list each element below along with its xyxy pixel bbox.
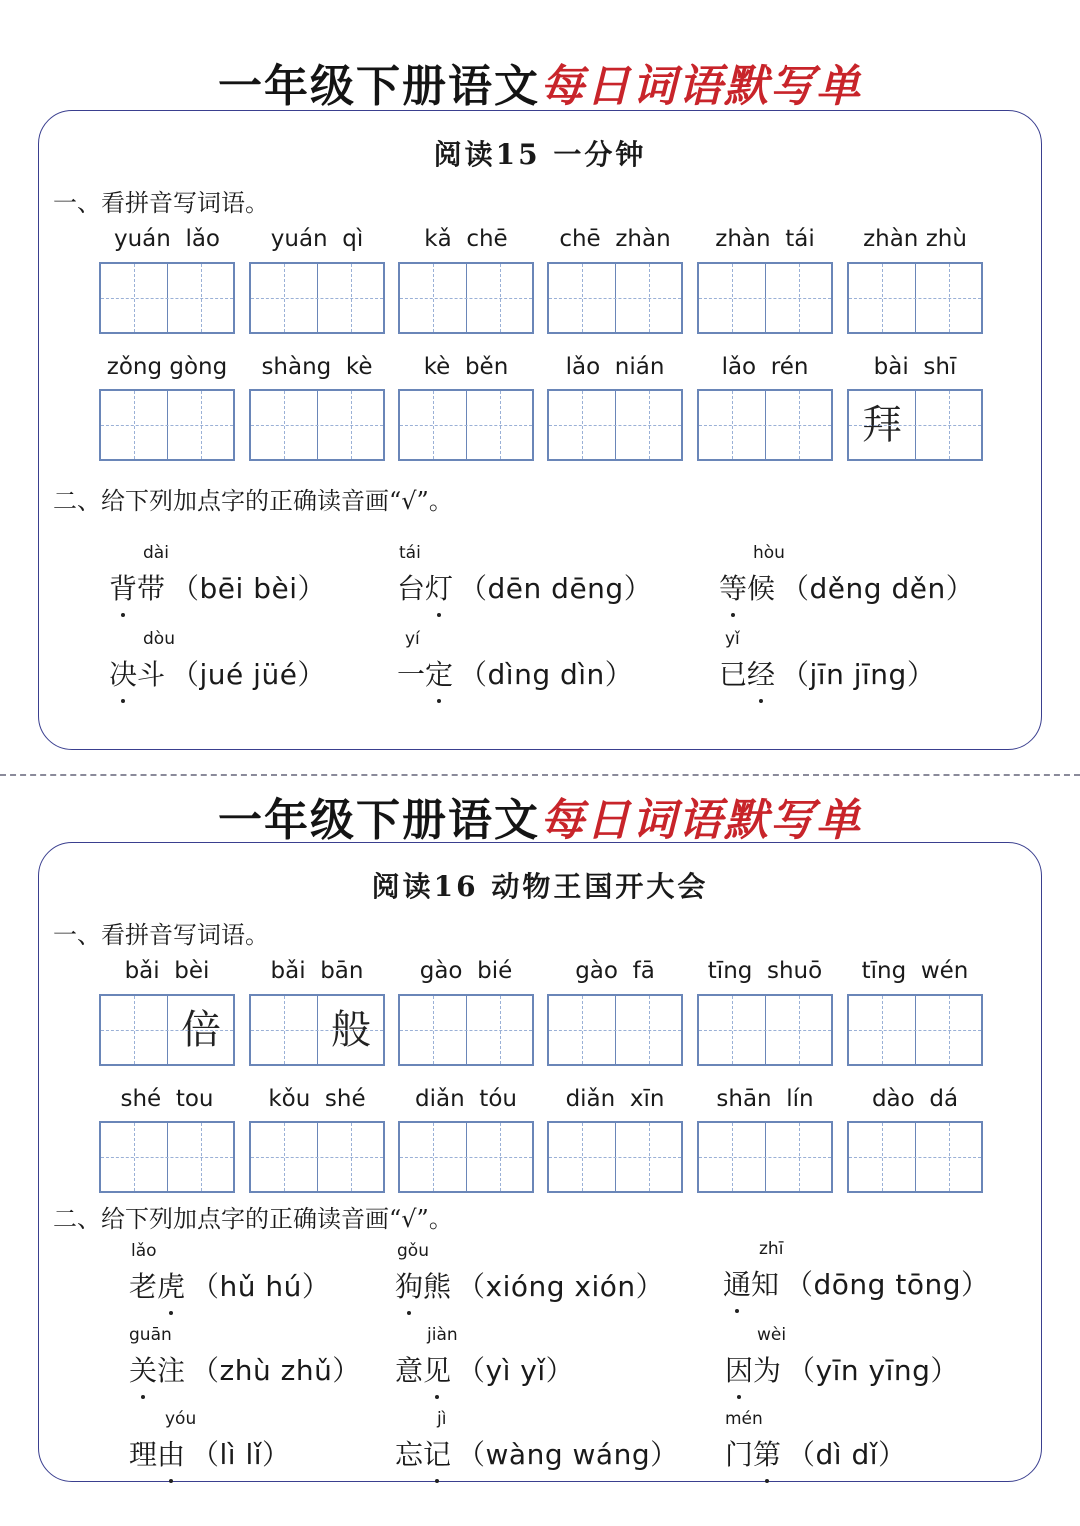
annotation-pinyin: yóu: [165, 1409, 197, 1429]
pinyin-options[interactable]: （jué jüé）: [171, 658, 326, 691]
question-char-dotted: 关: [129, 1349, 157, 1389]
pinyin-label: yuán lǎo: [113, 226, 221, 252]
annotation-pinyin: dòu: [143, 629, 175, 649]
question-char: 斗: [137, 658, 166, 691]
sheet2-title-red: 每日词语默写单: [540, 795, 862, 846]
question-char: 一: [397, 658, 426, 691]
pinyin-options[interactable]: （zhù zhǔ）: [191, 1354, 361, 1387]
writing-box[interactable]: [847, 994, 983, 1066]
sheet2-card-title: 阅读16 动物王国开大会: [371, 870, 709, 903]
annotation-pinyin: tái: [399, 543, 421, 563]
writing-box[interactable]: [697, 994, 833, 1066]
prefilled-char: 般: [331, 1007, 371, 1053]
pinyin-label: chē zhàn: [559, 226, 671, 252]
writing-box[interactable]: [249, 262, 385, 334]
question-char-dotted: 因: [725, 1349, 753, 1389]
sheet1-title-black: 一年级下册语文: [218, 61, 540, 112]
question-char-dotted: 经: [747, 653, 775, 693]
pinyin-options[interactable]: （děng děn）: [781, 572, 975, 605]
question-char-dotted: 通: [723, 1263, 751, 1303]
cut-line-divider: [0, 774, 1080, 776]
pinyin-options[interactable]: （wàng wáng）: [457, 1438, 679, 1471]
pinyin-label: gào fā: [575, 958, 655, 984]
writing-box[interactable]: [99, 1121, 235, 1193]
pinyin-label: zǒng gòng: [106, 354, 228, 380]
annotation-pinyin: yí: [405, 629, 420, 649]
pinyin-options[interactable]: （dēn dēng）: [459, 572, 653, 605]
question-char: 忘: [395, 1438, 424, 1471]
question-char: 候: [747, 572, 776, 605]
writing-box[interactable]: [99, 389, 235, 461]
pinyin-label: lǎo rén: [721, 354, 809, 380]
question-char-dotted: 灯: [425, 567, 453, 607]
annotation-pinyin: wèi: [757, 1325, 787, 1345]
pinyin-options[interactable]: （dōng tōng）: [785, 1268, 990, 1301]
annotation-pinyin: mén: [725, 1409, 763, 1429]
pinyin-label: tīng shuō: [707, 958, 823, 984]
sheet1-section1-heading: 一、看拼音写词语。: [53, 189, 269, 217]
pinyin-label: lǎo nián: [565, 354, 665, 380]
question-char: 为: [753, 1354, 782, 1387]
writing-box-prefilled[interactable]: [249, 994, 385, 1066]
writing-box[interactable]: [249, 1121, 385, 1193]
writing-box-prefilled[interactable]: [847, 389, 983, 461]
question-char: 熊: [423, 1270, 452, 1303]
pinyin-label: shàng kè: [261, 354, 373, 380]
annotation-pinyin: guān: [129, 1325, 172, 1345]
pinyin-options[interactable]: （yīn yīng）: [787, 1354, 959, 1387]
writing-box[interactable]: [697, 389, 833, 461]
question-char-dotted: 见: [423, 1349, 451, 1389]
pinyin-label: diǎn xīn: [565, 1086, 665, 1112]
question-char: 门: [725, 1438, 754, 1471]
writing-box[interactable]: [249, 389, 385, 461]
pinyin-label: gào bié: [419, 958, 513, 984]
annotation-pinyin: jiàn: [427, 1325, 458, 1345]
writing-box[interactable]: [697, 1121, 833, 1193]
sheet2-card: [38, 842, 1042, 1482]
prefilled-char: 拜: [862, 402, 902, 448]
pinyin-label: bài shī: [873, 354, 957, 380]
question-char-dotted: 狗: [395, 1265, 423, 1305]
pinyin-options[interactable]: （jīn jīng）: [781, 658, 936, 691]
annotation-pinyin: gǒu: [397, 1241, 429, 1261]
pinyin-label: shān lín: [716, 1086, 814, 1112]
sheet1-card: [38, 110, 1042, 750]
writing-box[interactable]: [847, 1121, 983, 1193]
pinyin-label: zhàn zhù: [863, 226, 967, 252]
pinyin-label: kè běn: [423, 354, 509, 380]
annotation-pinyin: dài: [143, 543, 169, 563]
sheet1-header: [0, 50, 1080, 114]
pinyin-label: bǎi bèi: [124, 958, 210, 984]
annotation-pinyin: hòu: [753, 543, 785, 563]
pinyin-label: zhàn tái: [715, 226, 815, 252]
sheet2-section1-heading: 一、看拼音写词语。: [53, 921, 269, 949]
writing-box[interactable]: [547, 389, 683, 461]
sheet1-section2-heading: 二、给下列加点字的正确读音画“√”。: [53, 487, 453, 515]
sheet1-card-title: 阅读15 一分钟: [433, 138, 647, 171]
annotation-pinyin: yǐ: [725, 629, 740, 649]
question-char-dotted: 定: [425, 653, 453, 693]
annotation-pinyin: lǎo: [131, 1241, 157, 1261]
writing-box[interactable]: [847, 262, 983, 334]
question-char-dotted: 第: [753, 1433, 781, 1473]
pinyin-label: kǒu shé: [268, 1086, 366, 1112]
pinyin-label: dào dá: [871, 1086, 959, 1112]
writing-box[interactable]: [398, 262, 534, 334]
sheet1-title-red: 每日词语默写单: [540, 61, 862, 112]
pinyin-options[interactable]: （yì yǐ）: [457, 1354, 575, 1387]
annotation-pinyin: zhī: [759, 1239, 784, 1259]
question-char: 已: [719, 658, 748, 691]
pinyin-options[interactable]: （bēi bèi）: [171, 572, 326, 605]
pinyin-options[interactable]: （xióng xión）: [457, 1270, 665, 1303]
pinyin-label: diǎn tóu: [415, 1086, 517, 1112]
pinyin-label: tīng wén: [861, 958, 969, 984]
writing-box[interactable]: [398, 1121, 534, 1193]
writing-box[interactable]: [547, 1121, 683, 1193]
sheet2-header: [0, 784, 1080, 848]
question-char: 知: [751, 1268, 780, 1301]
pinyin-options[interactable]: （hǔ hú）: [191, 1270, 331, 1303]
writing-box[interactable]: [398, 389, 534, 461]
question-char-dotted: 等: [719, 567, 747, 607]
writing-box-prefilled[interactable]: [99, 994, 235, 1066]
question-char-dotted: 背: [109, 567, 137, 607]
question-char-dotted: 虎: [157, 1265, 185, 1305]
question-char: 带: [137, 572, 166, 605]
question-char: 注: [157, 1354, 186, 1387]
question-char: 老: [129, 1270, 158, 1303]
question-char: 台: [397, 572, 426, 605]
writing-box[interactable]: [547, 262, 683, 334]
question-char-dotted: 记: [423, 1433, 451, 1473]
pinyin-label: shé tou: [120, 1086, 214, 1112]
question-char-dotted: 决: [109, 653, 137, 693]
pinyin-label: bǎi bān: [270, 958, 364, 984]
writing-box[interactable]: [398, 994, 534, 1066]
question-char-dotted: 由: [157, 1433, 185, 1473]
annotation-pinyin: jì: [437, 1409, 447, 1429]
question-char: 意: [395, 1354, 424, 1387]
prefilled-char: 倍: [181, 1007, 221, 1053]
pinyin-label: kǎ chē: [424, 226, 508, 252]
writing-box[interactable]: [547, 994, 683, 1066]
writing-box[interactable]: [99, 262, 235, 334]
question-char: 理: [129, 1438, 158, 1471]
pinyin-options[interactable]: （dì dǐ）: [787, 1438, 907, 1471]
pinyin-options[interactable]: （dìng dìn）: [459, 658, 634, 691]
writing-box[interactable]: [697, 262, 833, 334]
sheet2-section2-heading: 二、给下列加点字的正确读音画“√”。: [53, 1205, 453, 1233]
pinyin-label: yuán qì: [270, 226, 364, 252]
pinyin-options[interactable]: （lì lǐ）: [191, 1438, 291, 1471]
sheet2-title-black: 一年级下册语文: [218, 795, 540, 846]
